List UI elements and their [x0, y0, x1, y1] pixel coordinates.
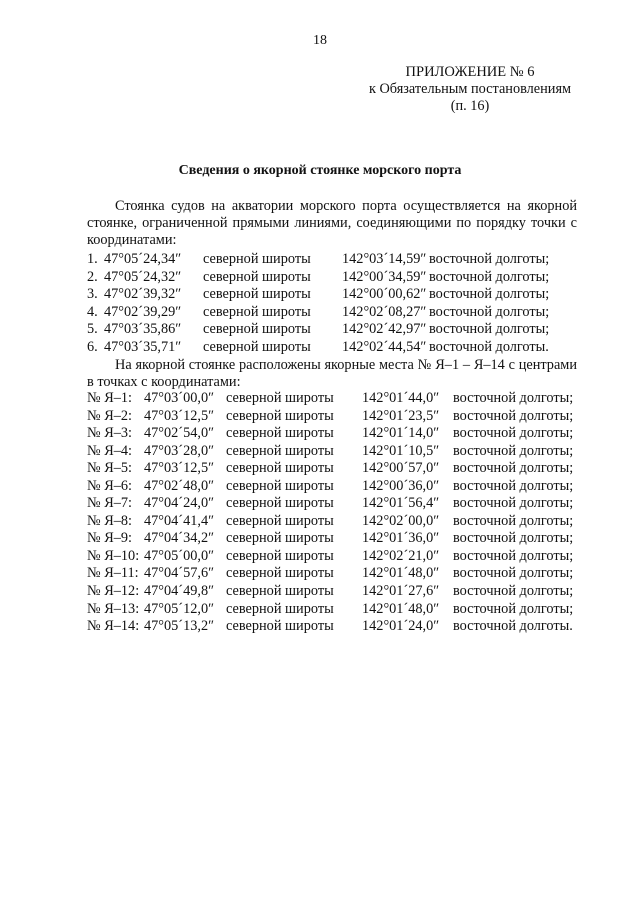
anchor-point-row [87, 601, 587, 619]
latitude-value: 47°05´00,0″ [144, 547, 215, 564]
latitude-value: 47°03´28,0″ [144, 442, 215, 459]
anchor-point-row [87, 618, 587, 636]
latitude-label: северной широты [226, 600, 334, 617]
latitude-value: 47°05´12,0″ [144, 600, 215, 617]
latitude-label: северной широты [226, 477, 334, 494]
latitude-value: 47°04´49,8″ [144, 583, 215, 600]
appendix-clause: (п. 16) [450, 98, 490, 114]
longitude-label: восточной долготы; [429, 268, 550, 285]
latitude-value: 47°02´39,29″ [104, 303, 182, 320]
longitude-label: восточной долготы; [429, 303, 550, 320]
anchor-id: № Я–7: [87, 495, 133, 512]
boundary-point-row [87, 321, 587, 339]
longitude-value: 142°01´24,0″ [362, 618, 440, 635]
longitude-value: 142°01´44,0″ [362, 390, 440, 406]
latitude-label: северной широты [226, 407, 334, 424]
longitude-value: 142°01´27,6″ [362, 583, 440, 600]
latitude-label: северной широты [203, 321, 311, 338]
anchor-point-row [87, 390, 587, 408]
point-number: 3. [87, 286, 98, 303]
longitude-value: 142°00´34,59″ [342, 268, 427, 285]
latitude-value: 47°02´54,0″ [144, 425, 215, 442]
anchor-id: № Я–3: [87, 425, 133, 442]
longitude-label: восточной долготы; [453, 442, 574, 459]
latitude-value: 47°03´12,5″ [144, 407, 215, 424]
longitude-label: восточной долготы; [429, 251, 550, 267]
anchor-point-row [87, 513, 587, 531]
point-number: 6. [87, 338, 98, 355]
longitude-label: восточной долготы; [453, 530, 574, 547]
longitude-label: восточной долготы; [429, 286, 550, 303]
anchor-point-row [87, 443, 587, 461]
longitude-value: 142°03´14,59″ [342, 251, 427, 267]
latitude-label: северной широты [226, 390, 334, 406]
latitude-value: 47°03´35,71″ [104, 338, 182, 355]
anchor-id: № Я–12: [87, 583, 140, 600]
latitude-label: северной широты [203, 251, 311, 267]
latitude-value: 47°02´48,0″ [144, 477, 215, 494]
boundary-points-list [87, 251, 587, 357]
longitude-label: восточной долготы; [429, 321, 550, 338]
longitude-value: 142°02´08,27″ [342, 303, 427, 320]
boundary-point-row [87, 339, 587, 357]
longitude-value: 142°00´57,0″ [362, 460, 440, 477]
longitude-label: восточной долготы. [429, 338, 549, 355]
longitude-label: восточной долготы. [453, 618, 573, 635]
latitude-value: 47°04´34,2″ [144, 530, 215, 547]
point-number: 2. [87, 268, 98, 285]
latitude-value: 47°05´24,34″ [104, 251, 182, 267]
longitude-value: 142°02´44,54″ [342, 338, 427, 355]
latitude-label: северной широты [226, 530, 334, 547]
latitude-value: 47°04´41,4″ [144, 512, 215, 529]
latitude-value: 47°05´24,32″ [104, 268, 182, 285]
longitude-label: восточной долготы; [453, 390, 574, 406]
boundary-point-row [87, 269, 587, 287]
longitude-value: 142°01´56,4″ [362, 495, 440, 512]
latitude-label: северной широты [226, 495, 334, 512]
latitude-label: северной широты [226, 425, 334, 442]
longitude-label: восточной долготы; [453, 477, 574, 494]
longitude-value: 142°01´48,0″ [362, 565, 440, 582]
latitude-label: северной широты [203, 268, 311, 285]
latitude-value: 47°04´24,0″ [144, 495, 215, 512]
anchor-id: № Я–13: [87, 600, 140, 617]
anchor-point-row [87, 478, 587, 496]
boundary-point-row [87, 251, 587, 269]
point-number: 1. [87, 251, 98, 267]
latitude-value: 47°02´39,32″ [104, 286, 182, 303]
longitude-label: восточной долготы; [453, 495, 574, 512]
longitude-value: 142°01´48,0″ [362, 600, 440, 617]
longitude-label: восточной долготы; [453, 583, 574, 600]
anchor-id: № Я–4: [87, 442, 133, 459]
longitude-label: восточной долготы; [453, 512, 574, 529]
boundary-point-row [87, 304, 587, 322]
longitude-value: 142°01´14,0″ [362, 425, 440, 442]
latitude-label: северной широты [226, 547, 334, 564]
longitude-value: 142°01´10,5″ [362, 442, 440, 459]
latitude-label: северной широты [226, 512, 334, 529]
latitude-label: северной широты [203, 286, 311, 303]
latitude-value: 47°04´57,6″ [144, 565, 215, 582]
longitude-value: 142°00´00,62″ [342, 286, 427, 303]
longitude-value: 142°00´36,0″ [362, 477, 440, 494]
anchor-id: № Я–9: [87, 530, 133, 547]
appendix-header [340, 64, 600, 115]
anchor-id: № Я–10: [87, 547, 140, 564]
intro-paragraph: Стоянка судов на акватории морского порта осуществляется на якорной стоянке, ограниченной прямыми линиями, соединяющими по порядку точки с координатами: [87, 198, 577, 248]
appendix-title: ПРИЛОЖЕНИЕ № 6 [405, 64, 535, 80]
latitude-value: 47°03´35,86″ [104, 321, 182, 338]
latitude-label: северной широты [226, 460, 334, 477]
anchor-intro-paragraph: На якорной стоянке расположены якорные места № Я–1 – Я–14 с центрами в точках с координатами: [87, 357, 577, 390]
longitude-label: восточной долготы; [453, 547, 574, 564]
page-number: 18 [313, 33, 327, 48]
longitude-label: восточной долготы; [453, 565, 574, 582]
anchor-point-row [87, 460, 587, 478]
longitude-value: 142°02´21,0″ [362, 547, 440, 564]
anchor-id: № Я–8: [87, 512, 133, 529]
anchor-points-list [87, 390, 587, 636]
anchor-id: № Я–2: [87, 407, 133, 424]
longitude-value: 142°02´00,0″ [362, 512, 440, 529]
latitude-value: 47°03´00,0″ [144, 390, 215, 406]
anchor-point-row [87, 530, 587, 548]
longitude-label: восточной долготы; [453, 600, 574, 617]
anchor-point-row [87, 495, 587, 513]
longitude-value: 142°01´36,0″ [362, 530, 440, 547]
anchor-id: № Я–6: [87, 477, 133, 494]
latitude-label: северной широты [203, 338, 311, 355]
anchor-id: № Я–5: [87, 460, 133, 477]
latitude-label: северной широты [203, 303, 311, 320]
anchor-point-row [87, 565, 587, 583]
anchor-point-row [87, 425, 587, 443]
document-heading: Сведения о якорной стоянке морского порта [178, 163, 462, 178]
anchor-id: № Я–1: [87, 390, 133, 406]
point-number: 4. [87, 303, 98, 320]
appendix-reference: к Обязательным постановлениям [368, 81, 572, 97]
latitude-label: северной широты [226, 583, 334, 600]
longitude-label: восточной долготы; [453, 407, 574, 424]
anchor-point-row [87, 548, 587, 566]
longitude-value: 142°01´23,5″ [362, 407, 440, 424]
anchor-id: № Я–14: [87, 618, 140, 635]
anchor-point-row [87, 583, 587, 601]
longitude-label: восточной долготы; [453, 425, 574, 442]
anchor-point-row [87, 408, 587, 426]
latitude-value: 47°03´12,5″ [144, 460, 215, 477]
longitude-value: 142°02´42,97″ [342, 321, 427, 338]
boundary-point-row [87, 286, 587, 304]
latitude-label: северной широты [226, 565, 334, 582]
latitude-label: северной широты [226, 618, 334, 635]
anchor-id: № Я–11: [87, 565, 139, 582]
latitude-value: 47°05´13,2″ [144, 618, 215, 635]
point-number: 5. [87, 321, 98, 338]
longitude-label: восточной долготы; [453, 460, 574, 477]
latitude-label: северной широты [226, 442, 334, 459]
